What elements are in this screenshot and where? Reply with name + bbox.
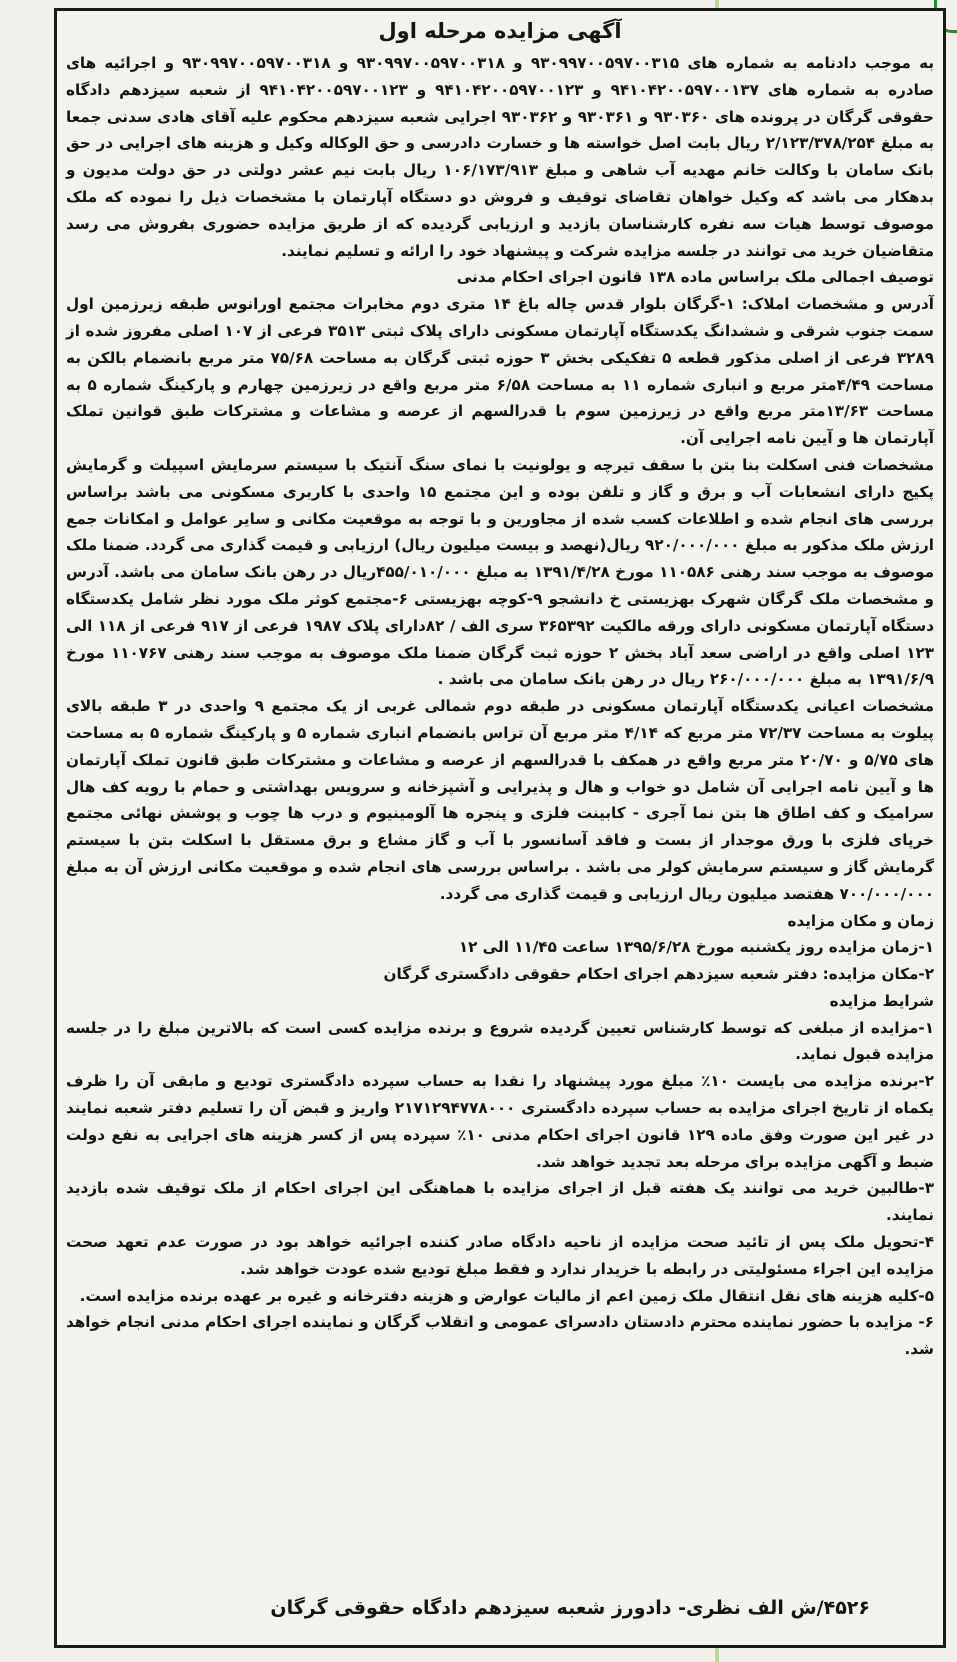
paragraph-description-heading: توصیف اجمالی ملک براساس ماده ۱۳۸ قانون اجرای احکام مدنی (456, 268, 934, 287)
notice-title: آگهی مزایده مرحله اول (378, 19, 622, 43)
condition-2: ۲-برنده مزایده می بایست ۱۰٪ مبلغ مورد پیشنهاد را نقدا به حساب سپرده دادگستری تودیع و مابقی آن را ظرف یکماه از تاریخ اجرای مزایده به حساب سپرده دادگستری ۲۱۷۱۲۹۴۷۷۸۰۰۰ واریز و قبض آن را تسلیم دفتر شعبه نمایند در غیر این صورت وفق ماده ۱۲۹ قانون اجرای احکام مدنی ۱۰٪ سپرده پس از کسر هزینه های اجرایی به نفع دولت ضبط و آگهی مزایده برای مرحله بعد تجدید خواهد شد. (66, 1072, 934, 1171)
condition-6: ۶- مزایده با حضور نماینده محترم دادستان دادسرای عمومی و انقلاب گرگان و نماینده اجرای احکام مدنی انجام خواهد شد. (66, 1313, 934, 1359)
auction-place: ۲-مکان مزایده: دفتر شعبه سیزدهم اجرای احکام حقوقی دادگستری گرگان (383, 965, 934, 984)
heading-time-place: زمان و مکان مزایده (787, 911, 934, 930)
condition-1: ۱-مزایده از مبلغی که توسط کارشناس تعیین گردیده شروع و برنده مزایده کسی است که بالاترین مبلغ را در جلسه مزایده قبول نماید. (66, 1018, 934, 1064)
paragraph-property-2: مشخصات اعیانی یکدستگاه آپارتمان مسکونی در طبقه دوم شمالی غربی از یک مجتمع ۹ واحدی در ۳ طبقه بالای پیلوت به مساحت ۷۲/۳۷ متر مربع که ۴/۱۴ متر مربع آن تراس بانضمام انباری شماره ۵ و پارکینگ شماره ۵ به مساحت های ۵/۷۵ و ۲۰/۷۰ متر مربع واقع در همکف با قدرالسهم از عرصه و مشاعات و مشترکات طبق قانون تملک آپارتمان ها و آیین نامه اجرایی آن شامل دو خواب و هال و پذیرایی و آشپزخانه و سرویس بهداشتی و حمام با رویه کف هال سرامیک و کف اطاق ها بتن نما آجری - کابینت فلزی و پنجره ها آلومینیوم و درب ها چوب و پوشش نهائی مجتمع خرپای فلزی با ورق موجدار از بست و فاقد آسانسور با آب و گاز مشاع و برق مستقل با اسکلت بتن با سیستم گرمایش گاز و سیستم سرمایش کولر می باشد . براساس بررسی های انجام شده و موقعیت مکانی ارزش آن به مبلغ ۷۰۰/۰۰۰/۰۰۰ هفتصد میلیون ریال ارزیابی و قیمت گذاری می گردد. (66, 697, 935, 903)
condition-4: ۴-تحویل ملک پس از تائید صحت مزایده از ناحیه دادگاه صادر کننده اجرائیه خواهد بود در صورت عدم تعهد صحت مزایده این اجراء مسئولیتی در رابطه با خریدار ندارد و فقط مبلغ تودیع شده عودت خواهد شد. (66, 1233, 934, 1278)
heading-conditions: شرایط مزایده (829, 991, 934, 1010)
paragraph-intro: به موجب دادنامه به شماره های ۹۳۰۹۹۷۰۰۵۹۷۰۰۳۱۵ و ۹۳۰۹۹۷۰۰۵۹۷۰۰۳۱۸ و ۹۳۰۹۹۷۰۰۵۹۷۰۰۳۱۸ و اجرائیه های صادره به شماره های ۹۴۱۰۴۲۰۰۵۹۷۰۰۱۳۷ و ۹۴۱۰۴۲۰۰۵۹۷۰۰۱۲۳ و ۹۴۱۰۴۲۰۰۵۹۷۰۰۱۲۳ از شعبه سیزدهم دادگاه حقوقی گرگان در پرونده های ۹۳۰۳۶۰ و ۹۳۰۳۶۱ و ۹۳۰۳۶۲ اجرایی شعبه سیزدهم محکوم علیه آقای هادی سدنی جمعا به مبلغ ۲/۱۲۳/۳۷۸/۲۵۴ ریال بابت اصل خواسته ها و خسارت دادرسی و حق الوکاله وکیل و هزینه های اجرایی در حق بانک سامان با وکالت خانم مهدیه آب شاهی و مبلغ ۱۰۶/۱۷۳/۹۱۳ ریال بابت نیم عشر دولتی در حق دولت مدیون و بدهکار می باشد که وکیل خواهان تقاضای توقیف و فروش دو دستگاه آپارتمان با مشخصات ذیل را نموده که ملک موصوف توسط هیات سه نفره کارشناسان بازدید و ارزیابی گردیده که از طریق مزایده حضوری بفروش می رسد متقاضیان خرید می توانند در جلسه مزایده شرکت و پیشنهاد خود را ارائه و تسلیم نمایند. (66, 54, 935, 260)
paragraph-property-1: آدرس و مشخصات املاک: ۱-گرگان بلوار قدس چاله باغ ۱۴ متری دوم مخابرات مجتمع اورانوس طبقه زیرزمین اول سمت جنوب شرقی و ششدانگ یکدستگاه آپارتمان مسکونی دارای پلاک ثبتی ۳۵۱۳ فرعی از ۱۰۷ اصلی مفروز شده از ۳۲۸۹ فرعی از اصلی مذکور قطعه ۵ تفکیکی بخش ۳ حوزه ثبتی گرگان به مساحت ۷۵/۶۸ متر مربع بانضمام بالکن به مساحت ۴/۴۹متر مربع و انباری شماره ۱۱ به مساحت ۶/۵۸ متر مربع واقع در زیرزمین چهارم و پارکینگ شماره ۵ به مساحت ۱۳/۶۳متر مربع واقع در زیرزمین سوم با قدرالسهم از عرصه و مشاعات و مشترکات طبق قوانین تملک آپارتمان ها و آیین نامه اجرایی آن. (66, 295, 935, 448)
condition-3: ۳-طالبین خرید می توانند یک هفته قبل از اجرای مزایده با هماهنگی این اجرای احکام از ملک توقیف شده بازدید نمایند. (66, 1179, 934, 1225)
notice-signature: ۴۵۲۶/ش الف نظری- دادورز شعبه سیزدهم دادگاه حقوقی گرگان (270, 1597, 870, 1619)
notice-body (66, 14, 934, 1363)
condition-5: ۵-کلیه هزینه های نقل انتقال ملک زمین اعم از مالیات عوارض و هزینه دفترخانه و غیره بر عهده برنده مزایده است. (79, 1286, 934, 1305)
auction-time: ۱-زمان مزایده روز یکشنبه مورخ ۱۳۹۵/۶/۲۸ ساعت ۱۱/۴۵ الی ۱۲ (458, 938, 934, 957)
paragraph-technical-specs: مشخصات فنی اسکلت بنا بتن با سقف تیرچه و یولونیت با نمای سنگ آنتیک با سیستم سرمایش اسپیلت و گرمایش پکیج دارای انشعابات آب و برق و گاز و تلفن بوده و این مجتمع ۱۵ واحدی با کاربری مسکونی می باشد براساس بررسی های انجام شده و اطلاعات کسب شده از مجاورین و با توجه به موقعیت مکانی و سایر عوامل و امکانات جمع ارزش ملک مذکور به مبلغ ۹۲۰/۰۰۰/۰۰۰ ریال(نهصد و بیست میلیون ریال) ارزیابی و قیمت گذاری می گردد. ضمنا ملک موصوف به موجب سند رهنی ۱۱۰۵۸۶ مورخ ۱۳۹۱/۴/۲۸ به مبلغ ۴۵۵/۰۱۰/۰۰۰ریال در رهن بانک سامان می باشد. آدرس و مشخصات ملک گرگان شهرک بهزیستی خ دانشجو ۹-کوچه بهزیستی ۶-مجتمع کوثر ملک مورد نظر شامل یکدستگاه دستگاه آپارتمان مسکونی دارای ورقه مالکیت ۳۶۵۳۹۲ سری الف / ۸۲دارای پلاک ۱۹۸۷ فرعی از ۹۱۷ فرعی از ۱۱۸ الی ۱۲۳ اصلی واقع در اراضی سعد آباد بخش ۲ حوزه ثبت گرگان ضمنا ملک موصوف به موجب سند رهنی ۱۱۰۷۶۷ مورخ ۱۳۹۱/۶/۹ به مبلغ ۲۶۰/۰۰۰/۰۰۰ ریال در رهن بانک سامان می باشد . (66, 455, 935, 689)
